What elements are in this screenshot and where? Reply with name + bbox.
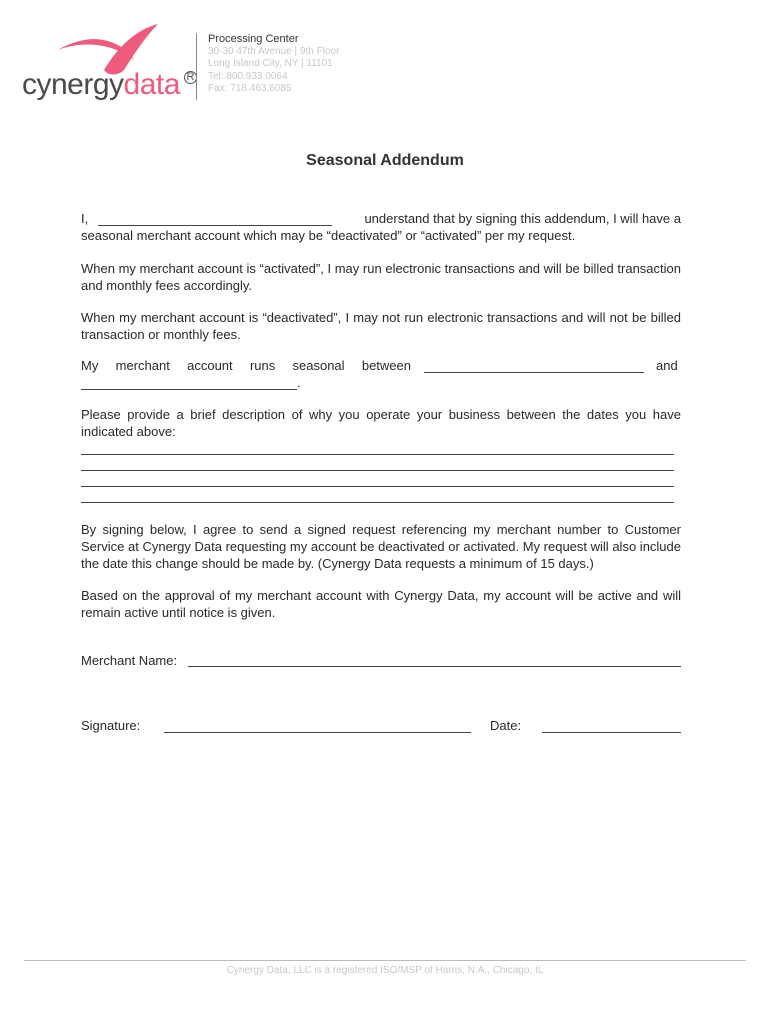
end-date-blank[interactable]: [81, 389, 297, 390]
merchant-name-label: Merchant Name:: [81, 653, 178, 668]
deactivated-paragraph: When my merchant account is “deactivated”, I may not run electronic transactions and will not be billed transaction or monthly fees.: [81, 310, 681, 342]
contact-fax: Fax: 718.463.6085: [208, 83, 292, 94]
p1-line1-text: understand that by signing this addendum, I will have a: [364, 211, 681, 226]
contact-block: [208, 33, 339, 96]
description-line-2[interactable]: [81, 470, 674, 471]
p1-line2-text: seasonal merchant account which may be “deactivated” or “activated” per my request.: [81, 228, 576, 243]
name-blank[interactable]: [98, 225, 332, 226]
description-line-4[interactable]: [81, 502, 674, 503]
header-divider: [196, 33, 197, 100]
start-date-blank[interactable]: [424, 372, 644, 373]
signature-field[interactable]: [164, 732, 471, 733]
description-line-3[interactable]: [81, 486, 674, 487]
footer-text: Cynergy Data, LLC is a registered ISO/MSP of Harris, N.A., Chicago, IL: [226, 965, 544, 976]
footer-divider: [24, 960, 746, 961]
activated-paragraph: When my merchant account is “activated”, I may run electronic transactions and will be billed transaction and monthly fees accordingly.: [81, 261, 681, 293]
date-label: Date:: [490, 718, 522, 733]
description-prompt: Please provide a brief description of why you operate your business between the dates you have indicated above:: [81, 407, 681, 439]
signature-label: Signature:: [81, 718, 141, 733]
registered-mark: R: [184, 71, 197, 84]
contact-address1: 30-30 47th Avenue | 9th Floor: [208, 45, 340, 57]
approval-paragraph: Based on the approval of my merchant account with Cynergy Data, my account will be active and will remain active until notice is given.: [81, 588, 681, 620]
p1-prefix: I,: [81, 211, 89, 226]
document-title: Seasonal Addendum: [306, 152, 464, 169]
season-sentence: My merchant account runs seasonal between: [81, 358, 411, 373]
contact-tel: Tel: 800.933.0064: [208, 70, 288, 82]
period: .: [297, 375, 301, 390]
contact-address2: Long Island City, NY | 11101: [208, 58, 333, 69]
contact-title: Processing Center: [208, 33, 299, 45]
company-logo: [22, 20, 197, 105]
merchant-name-field[interactable]: [188, 666, 681, 667]
date-field[interactable]: [542, 732, 681, 733]
logo-wordmark: cynergydata: [22, 68, 180, 101]
description-line-1[interactable]: [81, 454, 674, 455]
and-word: and: [656, 358, 678, 373]
agreement-paragraph: By signing below, I agree to send a signed request referencing my merchant number to Customer Service at Cynergy Data requesting my account be deactivated or activated. My request will also include the date this change should be made by. (Cynergy Data requests a minimum of 15 days.): [81, 522, 681, 571]
